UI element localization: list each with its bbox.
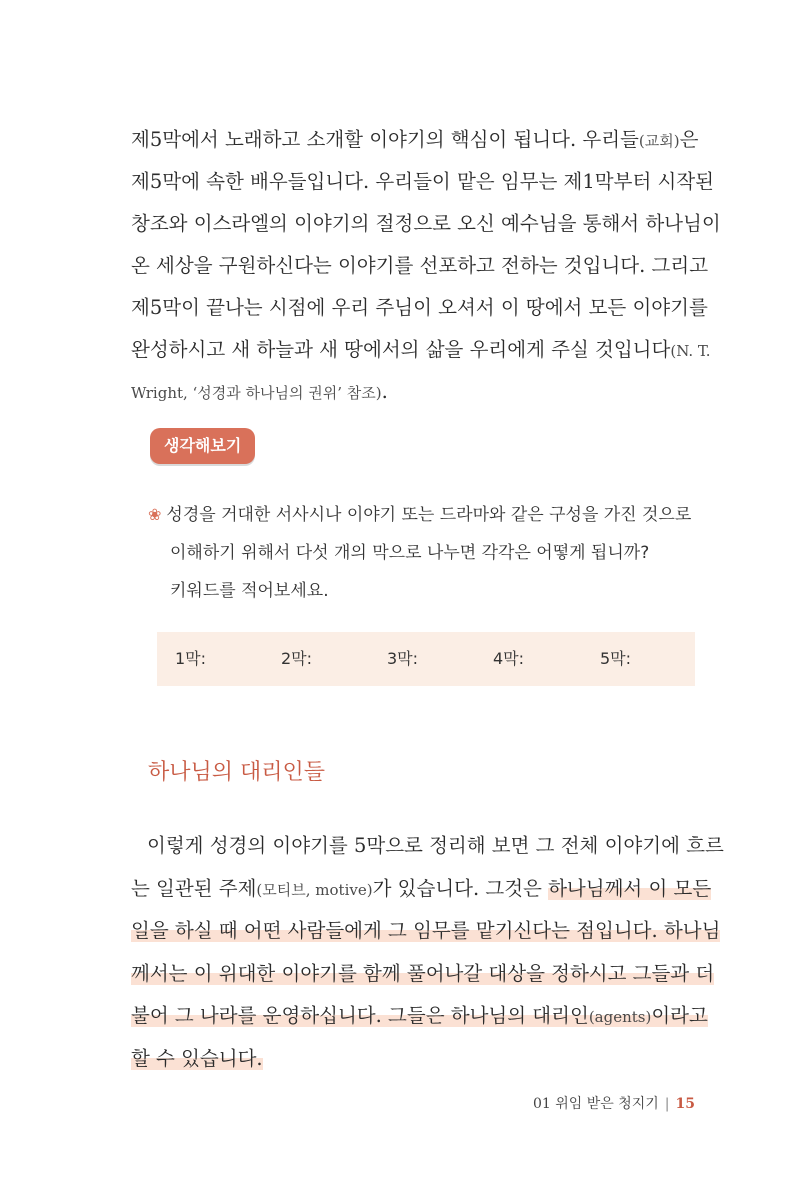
highlighted-text: 일을 하실 때 어떤 사람들에게 그 임무를 맡기신다는 점입니다. 하나님 [131,919,721,942]
highlighted-text: 할 수 있습니다. [131,1046,263,1070]
page-footer [533,1093,695,1113]
act-4-label: 4막: [493,649,525,668]
flower-bullet-icon: ❀ [148,505,162,524]
body-paragraph-2 [131,828,724,1083]
question-line [148,496,708,534]
text-line [131,956,715,999]
question-line: 키워드를 적어보세요. [170,581,329,601]
annotation-text: (교회) [638,132,680,150]
reflection-question [148,496,708,610]
text-run: 는 일관된 주제 [131,876,257,900]
text-run: 불어 그 나라를 운영하십니다. 그들은 하나님의 대리인 [131,1004,589,1027]
text-run: 가 있습니다. 그것은 [372,876,549,900]
chapter-title: 01 위임 받은 청지기 [532,1096,659,1112]
text-line [131,332,711,374]
question-line: 이해하기 위해서 다섯 개의 막으로 나누면 각각은 어떻게 됩니까? [170,543,650,563]
citation-text: Wright, ‘성경과 하나님의 권위’ 참조) [131,384,382,402]
text-line [131,122,699,164]
text-line [131,998,708,1041]
act-2-label: 2막: [281,649,313,668]
highlighted-text: 하나님께서 이 모든 [548,876,712,900]
text-line: 제5막이 끝나는 시점에 우리 주님이 오셔서 이 땅에서 모든 이야기를 [131,296,708,319]
act-1-label: 1막: [175,649,207,668]
text-run: . [381,380,388,403]
text-line [131,871,712,914]
highlighted-text [131,1004,708,1027]
page-number: 15 [675,1096,695,1112]
highlighted-text: 께서는 이 위대한 이야기를 함께 풀어나갈 대상을 정하시고 그들과 더 [131,961,715,985]
text-line [131,1041,696,1084]
annotation-text: (모티브, motive) [256,880,373,899]
text-line: 온 세상을 구원하신다는 이야기를 선포하고 전하는 것입니다. 그리고 [131,254,709,277]
text-line: 이렇게 성경의 이야기를 5막으로 정리해 보면 그 전체 이야기에 흐르 [147,834,724,857]
acts-answer-box [157,632,695,686]
act-5-label: 5막: [600,649,632,668]
section-heading: 하나님의 대리인들 [148,760,326,785]
text-run: 완성하시고 새 하늘과 새 땅에서의 삶을 우리에게 주실 것입니다 [131,338,671,361]
act-3-label: 3막: [387,649,419,668]
text-run: 제5막에서 노래하고 소개할 이야기의 핵심이 됩니다. 우리들 [131,128,639,151]
think-about-it-badge: 생각해보기 [150,428,255,464]
text-run: 이라고 [651,1004,708,1027]
text-run: 은 [679,128,699,151]
footer-separator: | [664,1096,670,1112]
text-line [131,913,721,956]
text-line: 제5막에 속한 배우들입니다. 우리들이 맡은 임무는 제1막부터 시작된 [131,170,715,193]
citation-text: (N. T. [670,342,711,360]
annotation-text: (agents) [588,1008,652,1026]
text-line [131,374,696,416]
text-line: 창조와 이스라엘의 이야기의 절정으로 오신 예수님을 통해서 하나님이 [131,212,721,235]
body-paragraph-1 [131,122,721,416]
question-text: 성경을 거대한 서사시나 이야기 또는 드라마와 같은 구성을 가진 것으로 [166,505,692,525]
